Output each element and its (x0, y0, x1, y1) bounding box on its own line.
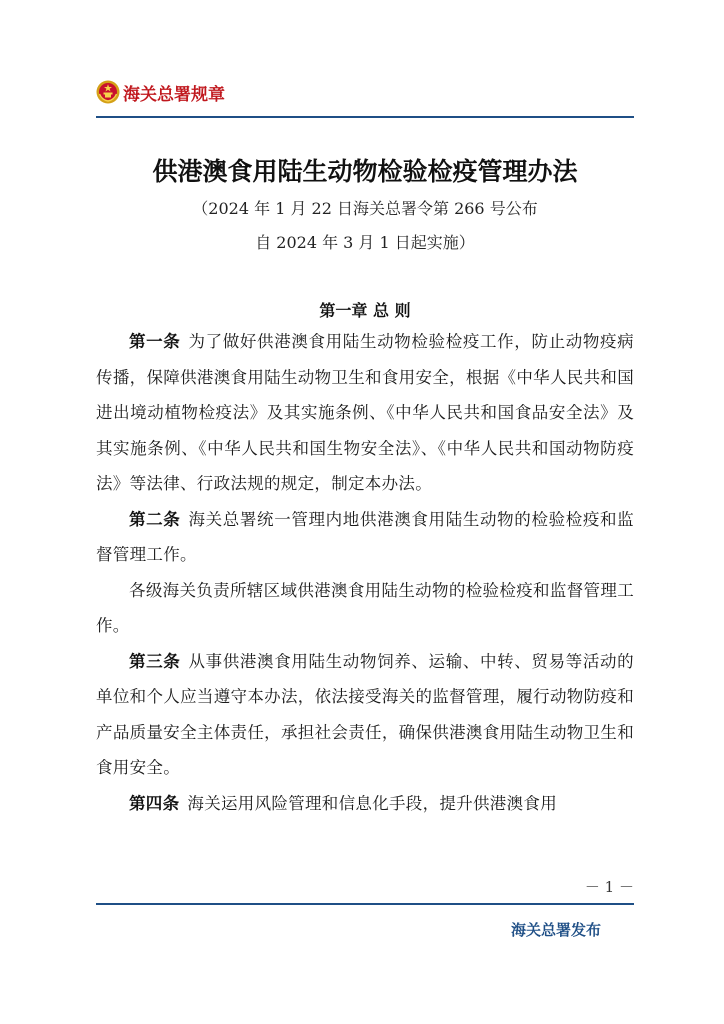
article-text: 为了做好供港澳食用陆生动物检验检疫工作，防止动物疫病传播，保障供港澳食用陆生动物卫生和食用安全，根据《中华人民共和国进出境动植物检疫法》及其实施条例、《中华人民共和国食品安全法》及其实施条例、《中华人民共和国生物安全法》、《中华人民共和国动物防疫法》等法律、行政法规的规定，制定本办法。 (96, 332, 634, 493)
footer-publisher: 海关总署发布 (510, 921, 601, 939)
article-4 (96, 786, 634, 822)
article-3 (96, 644, 634, 786)
article-label: 第三条 (129, 651, 181, 671)
article-1 (96, 324, 634, 502)
chapter-heading: 第一章 总 则 (319, 301, 411, 320)
document-title: 供港澳食用陆生动物检验检疫管理办法 (152, 157, 578, 186)
document-subtitle-line2: 自 2024 年 3 月 1 日起实施） (255, 233, 475, 252)
article-label: 第四条 (129, 793, 180, 813)
article-label: 第一条 (129, 332, 181, 351)
article-text: 各级海关负责所辖区域供港澳食用陆生动物的检验检疫和监督管理工作。 (96, 580, 634, 635)
national-emblem-icon (96, 80, 120, 104)
footer-divider (96, 903, 634, 905)
header-divider (96, 116, 634, 118)
article-text: 从事供港澳食用陆生动物饲养、运输、中转、贸易等活动的单位和个人应当遵守本办法，依法接受海关的监督管理，履行动物防疫和产品质量安全主体责任，承担社会责任，确保供港澳食用陆生动物卫生和食用安全。 (96, 651, 634, 777)
header-title: 海关总署规章 (123, 84, 225, 105)
page-header (96, 76, 225, 108)
article-text: 海关总署统一管理内地供港澳食用陆生动物的检验检疫和监督管理工作。 (96, 509, 634, 564)
article-text: 海关运用风险管理和信息化手段，提升供港澳食用 (187, 793, 558, 813)
article-2 (96, 502, 634, 573)
page-number: － 1 － (584, 878, 634, 896)
article-2-paragraph-2 (96, 573, 634, 644)
document-subtitle-line1: （2024 年 1 月 22 日海关总署令第 266 号公布 (192, 199, 538, 218)
article-label: 第二条 (129, 509, 181, 529)
document-body (96, 324, 634, 821)
